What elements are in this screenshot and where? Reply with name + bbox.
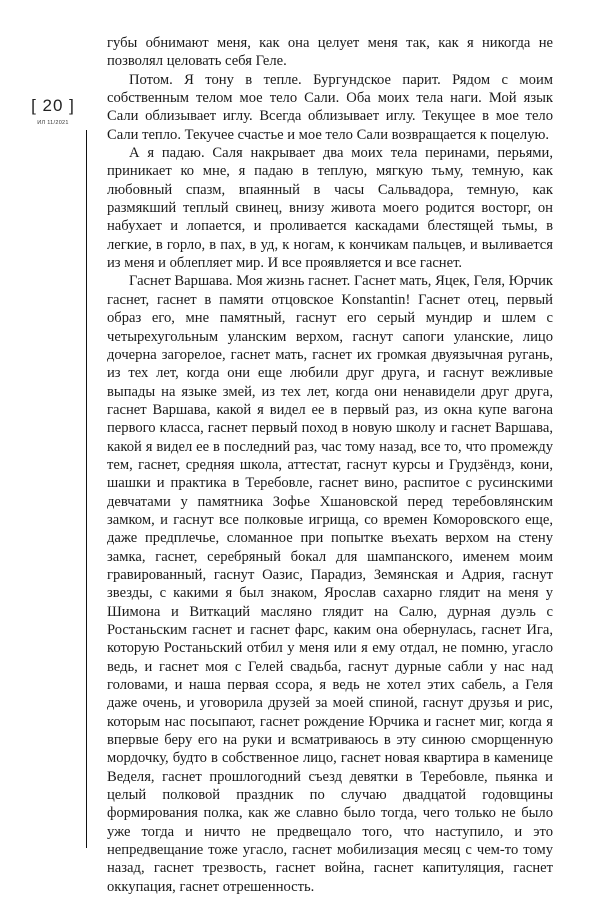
page-folio (20, 96, 86, 127)
paragraph: Потом. Я тону в тепле. Бургундское парит. Рядом с моим собственным телом мое тело Сали. Оба моих тела наги. Мой язык Сали облизывает иглу. Всегда облизывает иглу. Текущее в мое тело Сали тепло. Текучее счастье и мое тело Сали возвращается к поцелую. (107, 71, 553, 143)
margin-rule-divider (86, 130, 87, 848)
paragraph: Гаснет Варшава. Моя жизнь гаснет. Гаснет мать, Яцек, Геля, Юрчик гаснет, гаснет в памяти отцовское Konstantin! Гаснет отец, первый образ его, мне памятный, гаснут его серый мундир и шлем с четырехугольным уланским верхом, гаснут сапоги уланские, лицо дочерна загорелое, гаснет мать, гаснет их громкая двуязычная ругань, из тех лет, когда они еще любили друг друга, и гаснут вежливые выпады на языке змей, из тех лет, когда они ненавидели друг друга, гаснет Варшава, какой я видел ее в первый раз, из окна купе вагона первого класса, гаснет первый поход в новую школу и гаснет Варшава, какой я видел ее в последний раз, час тому назад, все то, что промежду тем, гаснет, средняя школа, аттестат, гаснут курсы и Грудзёндз, кони, шашки и практика в Теребовле, гаснет вино, распитое с русинскими девчатами у памятника Зофье Хшановской перед теребовлянским замком, и гаснут все полковые игрища, со времен Коморовского еще, даже предплечье, сломанное при попытке въехать верхом на стену замка, гаснет, серебряный бокал для шампанского, именем моим гравированный, гаснут Оазис, Парадиз, Земянская и Адрия, гаснут звезды, с какими я был знаком, Ярослав сахарно глядит на меня у Шимона и Виткаций масляно глядит на Салю, дурная дуэль с Ростаньским гаснет и гаснет фарс, каким она обернулась, гаснет Ига, которую Ростаньский отбил у меня или я ему отдал, не помню, угасло ведь, и гаснет моя с Гелей свадьба, гаснут дурные сабли у нас над головами, и наша первая ссора, я ведь не хотел этих сабель, а Геля даже очень, и уговорила друзей за моей спиной, гаснут друзья и рис, которым нас посыпают, гаснет рождение Юрчика и гаснет миг, когда я впервые беру его на руки и всматриваюсь в эту синюю сморщенную мордочку, будто в собственное лицо, гаснет новая квартира в каменице Веделя, гаснет прошлогодний съезд девятки в Теребовле, пьянка и целый полковой праздник по случаю двадцатой годовщины формирования полка, как же славно было тогда, чего только не было уже тогда и ничто не предвещало того, что наступило, и это непредвещание тоже угасло, гаснет мобилизация месяц с чем-то тому назад, гаснет трезвость, гаснет война, гаснет капитуляция, гаснет оккупация, гаснет отрешенность. (107, 273, 553, 895)
body-text (107, 34, 553, 896)
paragraph: А я падаю. Саля накрывает два моих тела перинами, перьями, приникает ко мне, я падаю в теплую, мягкую тьму, темную, как любовный спазм, впаянный в часы Сальвадора, темную, как размякший теплый свинец, внизу живота моего родится восторг, он набухает и лопается, и проливается каскадами блестящей тьмы, в легкие, в горло, в пах, в уд, к ногам, к кончикам пальцев, и выливается из меня и облепляет мир. И все проявляется и все гаснет. (107, 145, 553, 272)
journal-issue: ИЛ 11/2021 (37, 120, 69, 126)
page-number: [ 20 ] (31, 96, 75, 115)
paragraph: губы обнимают меня, как она целует меня так, как я никогда не позволял целовать себя Геле. (107, 35, 553, 70)
